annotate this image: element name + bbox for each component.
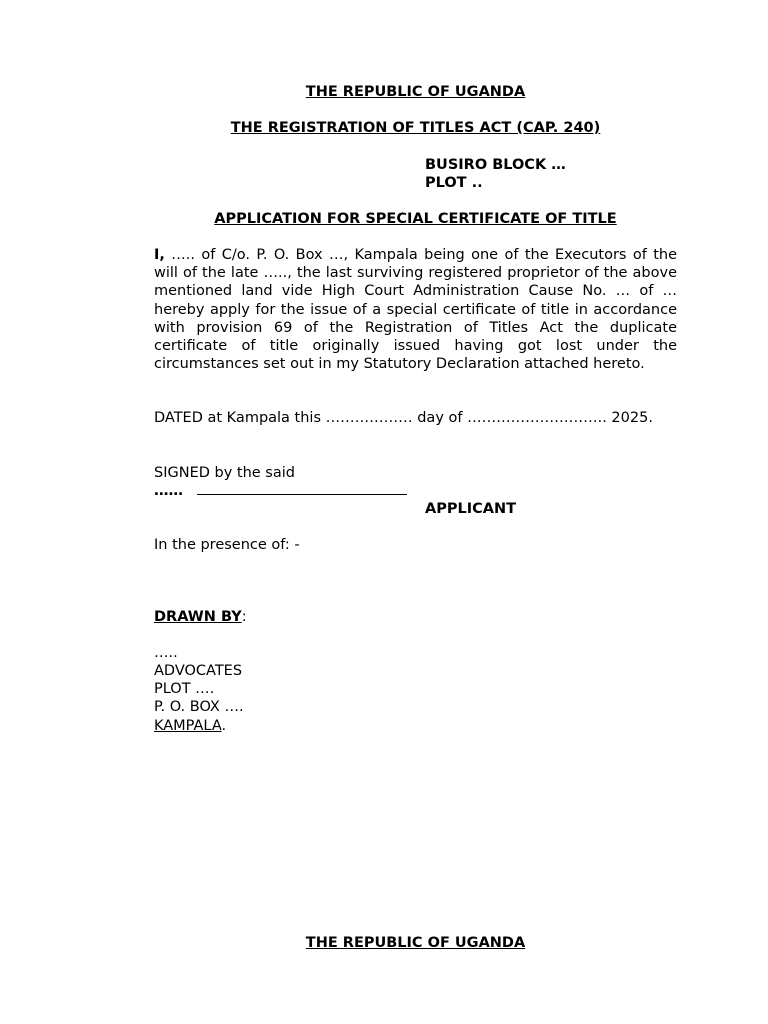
- drawn-by-heading: [154, 608, 247, 626]
- act-heading: THE REGISTRATION OF TITLES ACT (CAP. 240): [230, 120, 601, 136]
- drawn-by-label: DRAWN BY: [154, 609, 242, 625]
- application-body: [154, 246, 677, 373]
- footer-republic-heading: THE REPUBLIC OF UGANDA: [305, 935, 526, 951]
- drawer-firm: ADVOCATES: [154, 663, 243, 679]
- presence-line: In the presence of: -: [154, 537, 300, 553]
- signed-by-line: SIGNED by the said: [154, 465, 295, 481]
- dated-line: DATED at Kampala this ……………… day of ……………………….. 2025.: [154, 410, 653, 426]
- plot-label: PLOT ..: [425, 175, 483, 191]
- block-label: BUSIRO BLOCK …: [425, 157, 566, 173]
- application-title: APPLICATION FOR SPECIAL CERTIFICATE OF TITLE: [214, 211, 617, 227]
- drawer-city-period: .: [221, 718, 227, 734]
- body-lead: I,: [154, 247, 165, 263]
- drawer-box: P. O. BOX ….: [154, 699, 244, 715]
- drawn-by-colon: :: [241, 609, 247, 625]
- drawer-city: KAMPALA: [154, 718, 222, 734]
- signature-line: [197, 482, 407, 495]
- signer-name-dots: ……: [154, 483, 183, 499]
- signature-row: [154, 482, 407, 500]
- body-text: ….. of C/o. P. O. Box …, Kampala being one of the Executors of the will of the late ….., the last surviving registered proprietor of the above mentioned land vide High Court Administration Cause No. … of … hereby apply for the issue of a special certificate of title in accordance with provision 69 of the Registration of Titles Act the duplicate certificate of title originally issued having got lost under the circumstances set out in my Statutory Declaration attached hereto.: [154, 247, 677, 373]
- drawer-dots: …..: [154, 645, 178, 661]
- drawer-city-line: [154, 717, 226, 735]
- republic-heading: THE REPUBLIC OF UGANDA: [305, 84, 526, 100]
- drawer-plot: PLOT ….: [154, 681, 215, 697]
- applicant-label: APPLICANT: [425, 501, 517, 517]
